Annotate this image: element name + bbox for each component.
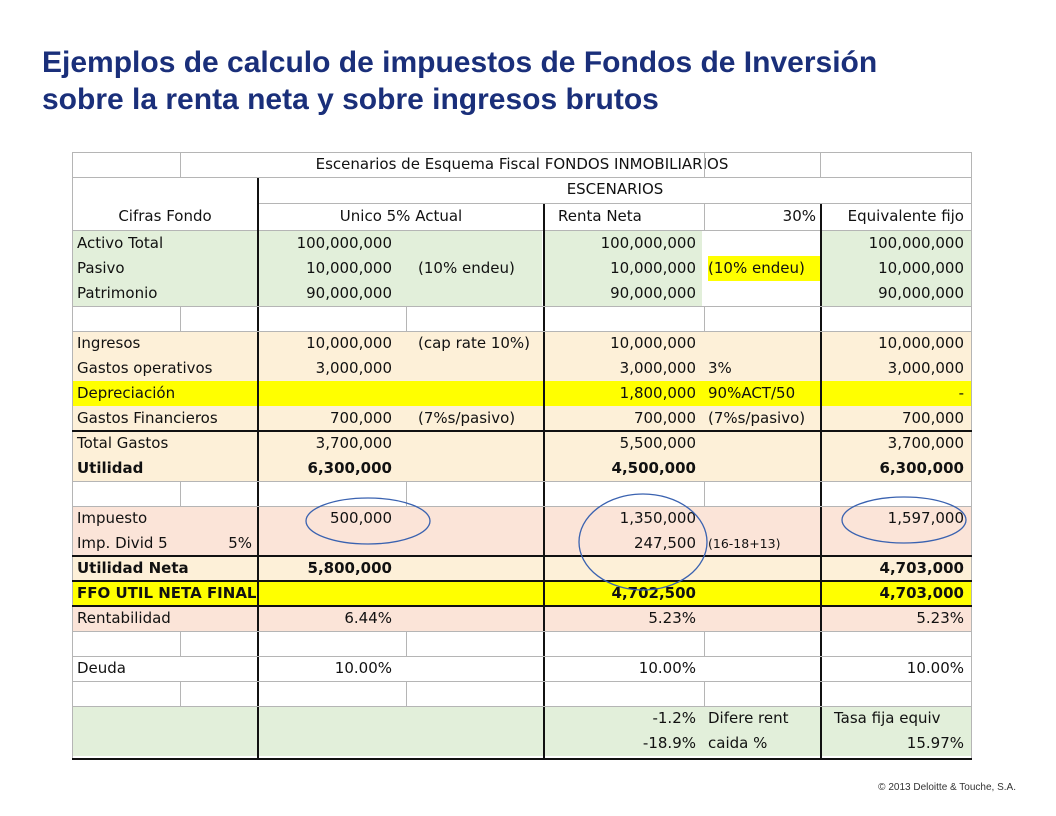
- tax-scenarios-table: [72, 152, 972, 760]
- cell-renta-note: Difere rent: [708, 709, 789, 727]
- cell-unico: 10.00%: [334, 659, 392, 677]
- cell-renta-note: (7%s/pasivo): [708, 409, 806, 427]
- cell-renta: 1,350,000: [619, 509, 696, 527]
- cell-label: Utilidad Neta: [77, 559, 189, 577]
- cell-unico-note: (cap rate 10%): [418, 334, 531, 352]
- impuesto-equiv-ellipse: [842, 497, 966, 543]
- cell-renta: 4,702,500: [611, 584, 696, 602]
- cell-label: Pasivo: [77, 259, 125, 277]
- cell-label: Utilidad: [77, 459, 144, 477]
- cell-unico: 10,000,000: [306, 334, 392, 352]
- cell-equiv: 6,300,000: [879, 459, 964, 477]
- renta-neta-header: Renta Neta: [558, 207, 642, 225]
- cell-renta: -1.2%: [652, 709, 696, 727]
- pct-header: 30%: [782, 207, 816, 225]
- cell-label: Imp. Divid 5: [77, 534, 168, 552]
- cell-unico: 3,700,000: [315, 434, 392, 452]
- cell-unico: 100,000,000: [296, 234, 392, 252]
- cell-equiv: 10,000,000: [878, 334, 964, 352]
- cell-renta: 100,000,000: [600, 234, 696, 252]
- cell-label: Ingresos: [77, 334, 141, 352]
- cell-unico: 90,000,000: [306, 284, 392, 302]
- cell-label: Activo Total: [77, 234, 164, 252]
- cell-equiv: 10.00%: [906, 659, 964, 677]
- cell-label: Gastos Financieros: [77, 409, 218, 427]
- cell-renta: 1,800,000: [619, 384, 696, 402]
- cell-renta: 700,000: [633, 409, 696, 427]
- equivalente-header: Equivalente fijo: [847, 207, 964, 225]
- cell-renta: 5.23%: [648, 609, 696, 627]
- cell-label: Rentabilidad: [77, 609, 171, 627]
- cell-renta-note: 3%: [708, 359, 732, 377]
- cell-label: Impuesto: [77, 509, 148, 527]
- cell-equiv: 15.97%: [906, 734, 964, 752]
- cell-unico: 700,000: [329, 409, 392, 427]
- cell-label: Patrimonio: [77, 284, 158, 302]
- cell-equiv: 3,700,000: [887, 434, 964, 452]
- cell-renta-note: 90%ACT/50: [708, 384, 796, 402]
- cell-label-pct: 5%: [228, 534, 252, 552]
- impuesto-renta-ellipse: [579, 494, 707, 590]
- cell-equiv: 90,000,000: [878, 284, 964, 302]
- cell-unico: 5,800,000: [307, 559, 392, 577]
- cell-renta: 3,000,000: [619, 359, 696, 377]
- cell-renta: 10,000,000: [610, 259, 696, 277]
- cell-renta: 90,000,000: [610, 284, 696, 302]
- cell-equiv: 5.23%: [916, 609, 964, 627]
- cell-label: Depreciación: [77, 384, 176, 402]
- cell-equiv: 700,000: [901, 409, 964, 427]
- impuesto-unico-ellipse: [306, 498, 430, 544]
- cell-renta: 4,500,000: [611, 459, 696, 477]
- cell-renta: -18.9%: [642, 734, 696, 752]
- cell-label: FFO UTIL NETA FINAL: [77, 584, 257, 602]
- cell-equiv: 3,000,000: [887, 359, 964, 377]
- cell-unico: 6.44%: [344, 609, 392, 627]
- cell-equiv: -: [958, 384, 964, 402]
- title-line-2: sobre la renta neta y sobre ingresos brutos: [42, 83, 659, 116]
- cell-equiv: Tasa fija equiv: [834, 709, 941, 727]
- cell-unico: 6,300,000: [307, 459, 392, 477]
- unico-header: Unico 5% Actual: [339, 207, 463, 225]
- cell-unico-note: (7%s/pasivo): [418, 409, 516, 427]
- cell-renta: 5,500,000: [619, 434, 696, 452]
- cell-equiv: 1,597,000: [887, 509, 964, 527]
- cell-equiv: 10,000,000: [878, 259, 964, 277]
- cifras-fondo-header: Cifras Fondo: [118, 207, 212, 225]
- cell-unico: 3,000,000: [315, 359, 392, 377]
- cell-renta: 10,000,000: [610, 334, 696, 352]
- cell-label: Deuda: [77, 659, 126, 677]
- cell-renta: 10.00%: [638, 659, 696, 677]
- cell-equiv: 4,703,000: [879, 584, 964, 602]
- cell-equiv: 100,000,000: [868, 234, 964, 252]
- table-title: Escenarios de Esquema Fiscal FONDOS INMOBILIARIOS: [315, 155, 729, 173]
- cell-renta: 247,500: [633, 534, 696, 552]
- cell-label: Gastos operativos: [77, 359, 213, 377]
- slide-title: [42, 44, 1032, 118]
- cell-unico-note: (10% endeu): [418, 259, 515, 277]
- cell-label: Total Gastos: [77, 434, 169, 452]
- copyright-notice: © 2013 Deloitte & Touche, S.A.: [878, 782, 1016, 793]
- cell-renta-note: (16-18+13): [708, 536, 781, 551]
- escenarios-header: ESCENARIOS: [566, 180, 664, 198]
- title-line-1: Ejemplos de calculo de impuestos de Fondos de Inversión: [42, 46, 878, 79]
- highlight-ellipses: [72, 152, 972, 760]
- cell-renta-note: caida %: [708, 734, 768, 752]
- cell-equiv: 4,703,000: [879, 559, 964, 577]
- cell-unico: 500,000: [329, 509, 392, 527]
- cell-renta-note: (10% endeu): [708, 259, 805, 277]
- cell-unico: 10,000,000: [306, 259, 392, 277]
